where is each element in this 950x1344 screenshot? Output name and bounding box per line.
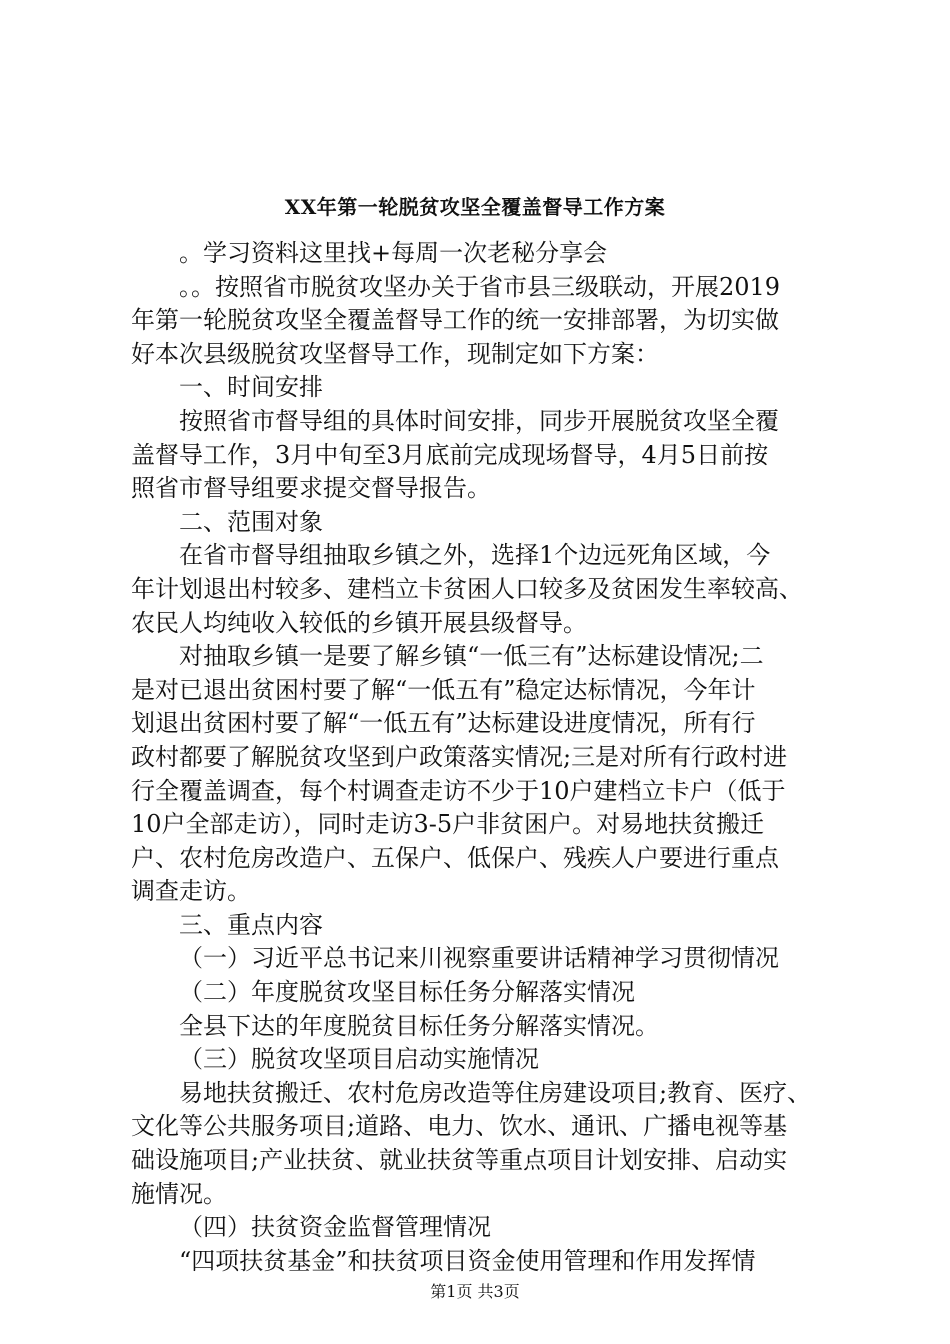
body-line: 一、时间安排	[179, 373, 323, 402]
body-line: 农民人均纯收入较低的乡镇开展县级督导。	[131, 608, 587, 637]
body-line: 政村都要了解脱贫攻坚到户政策落实情况;三是对所有行政村进	[131, 742, 788, 771]
body-line: 在省市督导组抽取乡镇之外，选择1个边远死角区域，今	[179, 541, 771, 570]
body-line: 照省市督导组要求提交督导报告。	[131, 474, 491, 503]
body-line: 。学习资料这里找+每周一次老秘分享会	[179, 239, 608, 267]
body-line: 对抽取乡镇一是要了解乡镇“一低三有”达标建设情况;二	[179, 642, 764, 671]
body-line: 调查走访。	[131, 877, 251, 906]
body-line: 三、重点内容	[179, 910, 323, 939]
body-line: 文化等公共服务项目;道路、电力、饮水、通讯、广播电视等基	[131, 1112, 788, 1141]
body-line: 10户全部走访），同时走访3-5户非贫困户。对易地扶贫搬迁	[131, 810, 765, 839]
body-line: （三）脱贫攻坚项目启动实施情况	[179, 1045, 539, 1074]
page-footer: 第1页 共3页	[430, 1282, 520, 1301]
body-line: 按照省市督导组的具体时间安排，同步开展脱贫攻坚全覆	[179, 406, 779, 435]
document-body	[131, 237, 831, 1278]
body-line: 是对已退出贫困村要了解“一低五有”稳定达标情况，今年计	[131, 675, 756, 704]
body-line: 划退出贫困村要了解“一低五有”达标建设进度情况，所有行	[131, 709, 756, 738]
body-line: 二、范围对象	[179, 507, 323, 536]
body-line: 户、农村危房改造户、五保户、低保户、残疾人户要进行重点	[131, 843, 779, 872]
body-line: （二）年度脱贫攻坚目标任务分解落实情况	[179, 978, 635, 1007]
body-line: 础设施项目;产业扶贫、就业扶贫等重点项目计划安排、启动实	[131, 1146, 788, 1175]
document-title: XX年第一轮脱贫攻坚全覆盖督导工作方案	[284, 195, 666, 219]
body-line: 行全覆盖调查，每个村调查走访不少于10户建档立卡户（低于	[131, 776, 786, 805]
body-line: 年第一轮脱贫攻坚全覆盖督导工作的统一安排部署，为切实做	[131, 306, 779, 335]
body-line: 全县下达的年度脱贫目标任务分解落实情况。	[179, 1011, 659, 1040]
body-line: 。。按照省市脱贫攻坚办关于省市县三级联动，开展2019	[179, 272, 781, 301]
body-line: 易地扶贫搬迁、农村危房改造等住房建设项目;教育、医疗、	[179, 1078, 812, 1107]
body-line: 年计划退出村较多、建档立卡贫困人口较多及贫困发生率较高、	[131, 574, 803, 603]
body-line: 施情况。	[131, 1179, 227, 1208]
body-line: 盖督导工作，3月中旬至3月底前完成现场督导，4月5日前按	[131, 440, 769, 469]
body-line: （四）扶贫资金监督管理情况	[179, 1213, 491, 1242]
body-line: “四项扶贫基金”和扶贫项目资金使用管理和作用发挥情	[179, 1246, 756, 1275]
body-line: （一）习近平总书记来川视察重要讲话精神学习贯彻情况	[179, 944, 779, 973]
body-line: 好本次县级脱贫攻坚督导工作，现制定如下方案：	[131, 339, 659, 368]
